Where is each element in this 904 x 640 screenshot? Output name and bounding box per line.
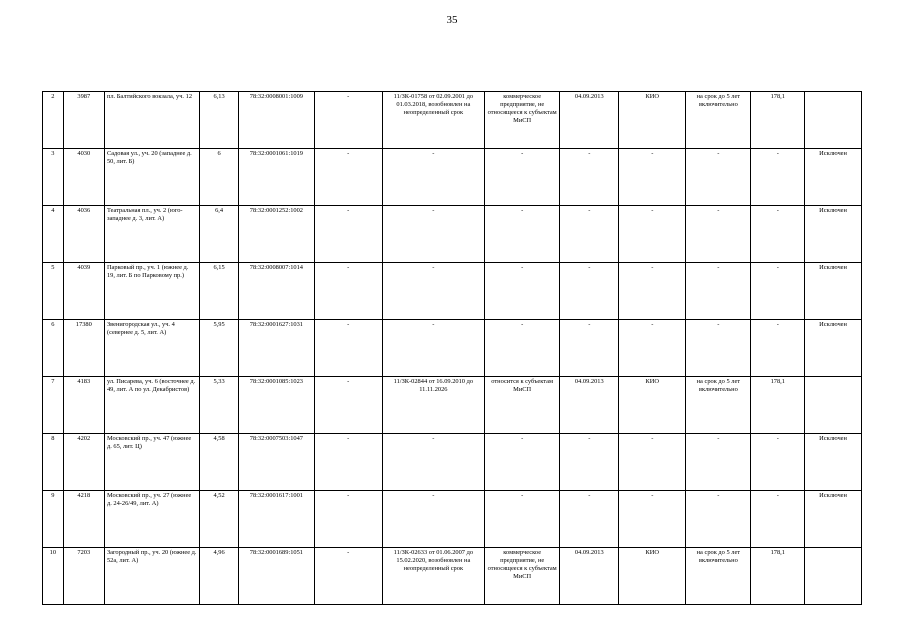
row-number-cell: 7 [43, 377, 64, 434]
column-6-cell: - [314, 263, 382, 320]
table-row [43, 377, 862, 434]
address-cell: ул. Писарева, уч. 6 (восточнее д. 49, лит. А по ул. Декабристов) [104, 377, 199, 434]
tenant-category-cell: - [484, 206, 559, 263]
lease-contract-cell: - [382, 149, 484, 206]
status-cell: Исключен [805, 434, 862, 491]
decision-date-cell: - [560, 320, 619, 377]
table-row [43, 149, 862, 206]
row-number-cell: 9 [43, 491, 64, 548]
cadastral-number-cell: 78:32:0007503:1047 [239, 434, 314, 491]
decision-date-cell: 04.09.2013 [560, 92, 619, 149]
decision-date-cell: - [560, 263, 619, 320]
table-row [43, 491, 862, 548]
status-cell [805, 377, 862, 434]
value-cell: - [751, 434, 805, 491]
row-number-cell: 10 [43, 548, 64, 605]
lease-term-cell: на срок до 5 лет включительно [686, 92, 751, 149]
object-code-cell: 4039 [63, 263, 104, 320]
area-cell: 5,33 [199, 377, 238, 434]
lease-term-cell: - [686, 491, 751, 548]
decision-date-cell: - [560, 206, 619, 263]
object-code-cell: 17380 [63, 320, 104, 377]
value-cell: - [751, 206, 805, 263]
address-cell: Садовая ул., уч. 20 (западнее д. 50, лит. Б) [104, 149, 199, 206]
lease-term-cell: - [686, 263, 751, 320]
object-code-cell: 4036 [63, 206, 104, 263]
decision-date-cell: 04.09.2013 [560, 377, 619, 434]
row-number-cell: 2 [43, 92, 64, 149]
authority-cell: - [619, 491, 686, 548]
area-cell: 4,52 [199, 491, 238, 548]
tenant-category-cell: относится к субъектам МиСП [484, 377, 559, 434]
lease-contract-cell: 11/ЗК-02633 от 01.06.2007 до 15.02.2020, возобновлен на неопределенный срок [382, 548, 484, 605]
lease-contract-cell: 11/ЗК-01758 от 02.09.2001 до 01.03.2018, возобновлен на неопределенный срок [382, 92, 484, 149]
cadastral-number-cell: 78:32:0001689:1051 [239, 548, 314, 605]
row-number-cell: 6 [43, 320, 64, 377]
cadastral-number-cell: 78:32:0001252:1002 [239, 206, 314, 263]
tenant-category-cell: коммерческое предприятие, не относящееся к субъектам МиСП [484, 92, 559, 149]
cadastral-number-cell: 78:32:0008007:1014 [239, 263, 314, 320]
register-table [42, 91, 862, 605]
column-6-cell: - [314, 491, 382, 548]
authority-cell: КИО [619, 377, 686, 434]
page-number: 35 [446, 14, 458, 26]
address-cell: пл. Балтийского вокзала, уч. 12 [104, 92, 199, 149]
table-row [43, 92, 862, 149]
column-6-cell: - [314, 206, 382, 263]
column-6-cell: - [314, 434, 382, 491]
value-cell: - [751, 320, 805, 377]
status-cell: Исключен [805, 206, 862, 263]
authority-cell: - [619, 206, 686, 263]
lease-contract-cell: - [382, 491, 484, 548]
cadastral-number-cell: 78:32:0001627:1031 [239, 320, 314, 377]
authority-cell: - [619, 320, 686, 377]
tenant-category-cell: - [484, 263, 559, 320]
area-cell: 6,15 [199, 263, 238, 320]
value-cell: - [751, 263, 805, 320]
value-cell: - [751, 149, 805, 206]
authority-cell: КИО [619, 92, 686, 149]
tenant-category-cell: - [484, 149, 559, 206]
address-cell: Звенигородская ул., уч. 4 (севернее д. 5, лит. А) [104, 320, 199, 377]
table-row [43, 320, 862, 377]
area-cell: 4,96 [199, 548, 238, 605]
lease-term-cell: на срок до 5 лет включительно [686, 548, 751, 605]
address-cell: Театральная пл., уч. 2 (юго-западнее д. 3, лит. А) [104, 206, 199, 263]
row-number-cell: 4 [43, 206, 64, 263]
tenant-category-cell: - [484, 320, 559, 377]
lease-term-cell: на срок до 5 лет включительно [686, 377, 751, 434]
value-cell: - [751, 491, 805, 548]
row-number-cell: 8 [43, 434, 64, 491]
area-cell: 5,95 [199, 320, 238, 377]
object-code-cell: 4218 [63, 491, 104, 548]
address-cell: Московский пр., уч. 47 (южнее д. 65, лит. Ц) [104, 434, 199, 491]
tenant-category-cell: - [484, 434, 559, 491]
address-cell: Парковый пр., уч. 1 (южнее д. 19, лит. Б по Парковому пр.) [104, 263, 199, 320]
cadastral-number-cell: 78:32:0001061:1019 [239, 149, 314, 206]
decision-date-cell: 04.09.2013 [560, 548, 619, 605]
address-cell: Московский пр., уч. 27 (южнее д. 24-26/49, лит. А) [104, 491, 199, 548]
cadastral-number-cell: 78:32:0001617:1001 [239, 491, 314, 548]
column-6-cell: - [314, 377, 382, 434]
object-code-cell: 7203 [63, 548, 104, 605]
lease-term-cell: - [686, 434, 751, 491]
address-cell: Загородный пр., уч. 20 (южнее д. 52а, лит. А) [104, 548, 199, 605]
area-cell: 6,4 [199, 206, 238, 263]
authority-cell: КИО [619, 548, 686, 605]
status-cell: Исключен [805, 263, 862, 320]
cadastral-number-cell: 78:32:0008001:1009 [239, 92, 314, 149]
value-cell: 178,1 [751, 92, 805, 149]
object-code-cell: 3987 [63, 92, 104, 149]
lease-term-cell: - [686, 320, 751, 377]
cadastral-number-cell: 78:32:0001085:1023 [239, 377, 314, 434]
lease-contract-cell: - [382, 434, 484, 491]
table-row [43, 263, 862, 320]
lease-contract-cell: - [382, 263, 484, 320]
decision-date-cell: - [560, 434, 619, 491]
lease-term-cell: - [686, 149, 751, 206]
object-code-cell: 4202 [63, 434, 104, 491]
table-row [43, 206, 862, 263]
object-code-cell: 4183 [63, 377, 104, 434]
tenant-category-cell: коммерческое предприятие, не относящееся к субъектам МиСП [484, 548, 559, 605]
status-cell [805, 548, 862, 605]
decision-date-cell: - [560, 491, 619, 548]
column-6-cell: - [314, 149, 382, 206]
object-code-cell: 4030 [63, 149, 104, 206]
decision-date-cell: - [560, 149, 619, 206]
table-row [43, 434, 862, 491]
column-6-cell: - [314, 92, 382, 149]
value-cell: 178,1 [751, 548, 805, 605]
row-number-cell: 5 [43, 263, 64, 320]
area-cell: 6 [199, 149, 238, 206]
authority-cell: - [619, 149, 686, 206]
table-row [43, 548, 862, 605]
lease-contract-cell: - [382, 320, 484, 377]
column-6-cell: - [314, 320, 382, 377]
lease-contract-cell: 11/ЗК-02844 от 16.09.2010 до 11.11.2026 [382, 377, 484, 434]
value-cell: 178,1 [751, 377, 805, 434]
column-6-cell: - [314, 548, 382, 605]
status-cell: Исключен [805, 149, 862, 206]
status-cell: Исключен [805, 320, 862, 377]
status-cell: Исключен [805, 491, 862, 548]
authority-cell: - [619, 434, 686, 491]
authority-cell: - [619, 263, 686, 320]
tenant-category-cell: - [484, 491, 559, 548]
lease-term-cell: - [686, 206, 751, 263]
area-cell: 4,58 [199, 434, 238, 491]
row-number-cell: 3 [43, 149, 64, 206]
area-cell: 6,13 [199, 92, 238, 149]
lease-contract-cell: - [382, 206, 484, 263]
status-cell [805, 92, 862, 149]
